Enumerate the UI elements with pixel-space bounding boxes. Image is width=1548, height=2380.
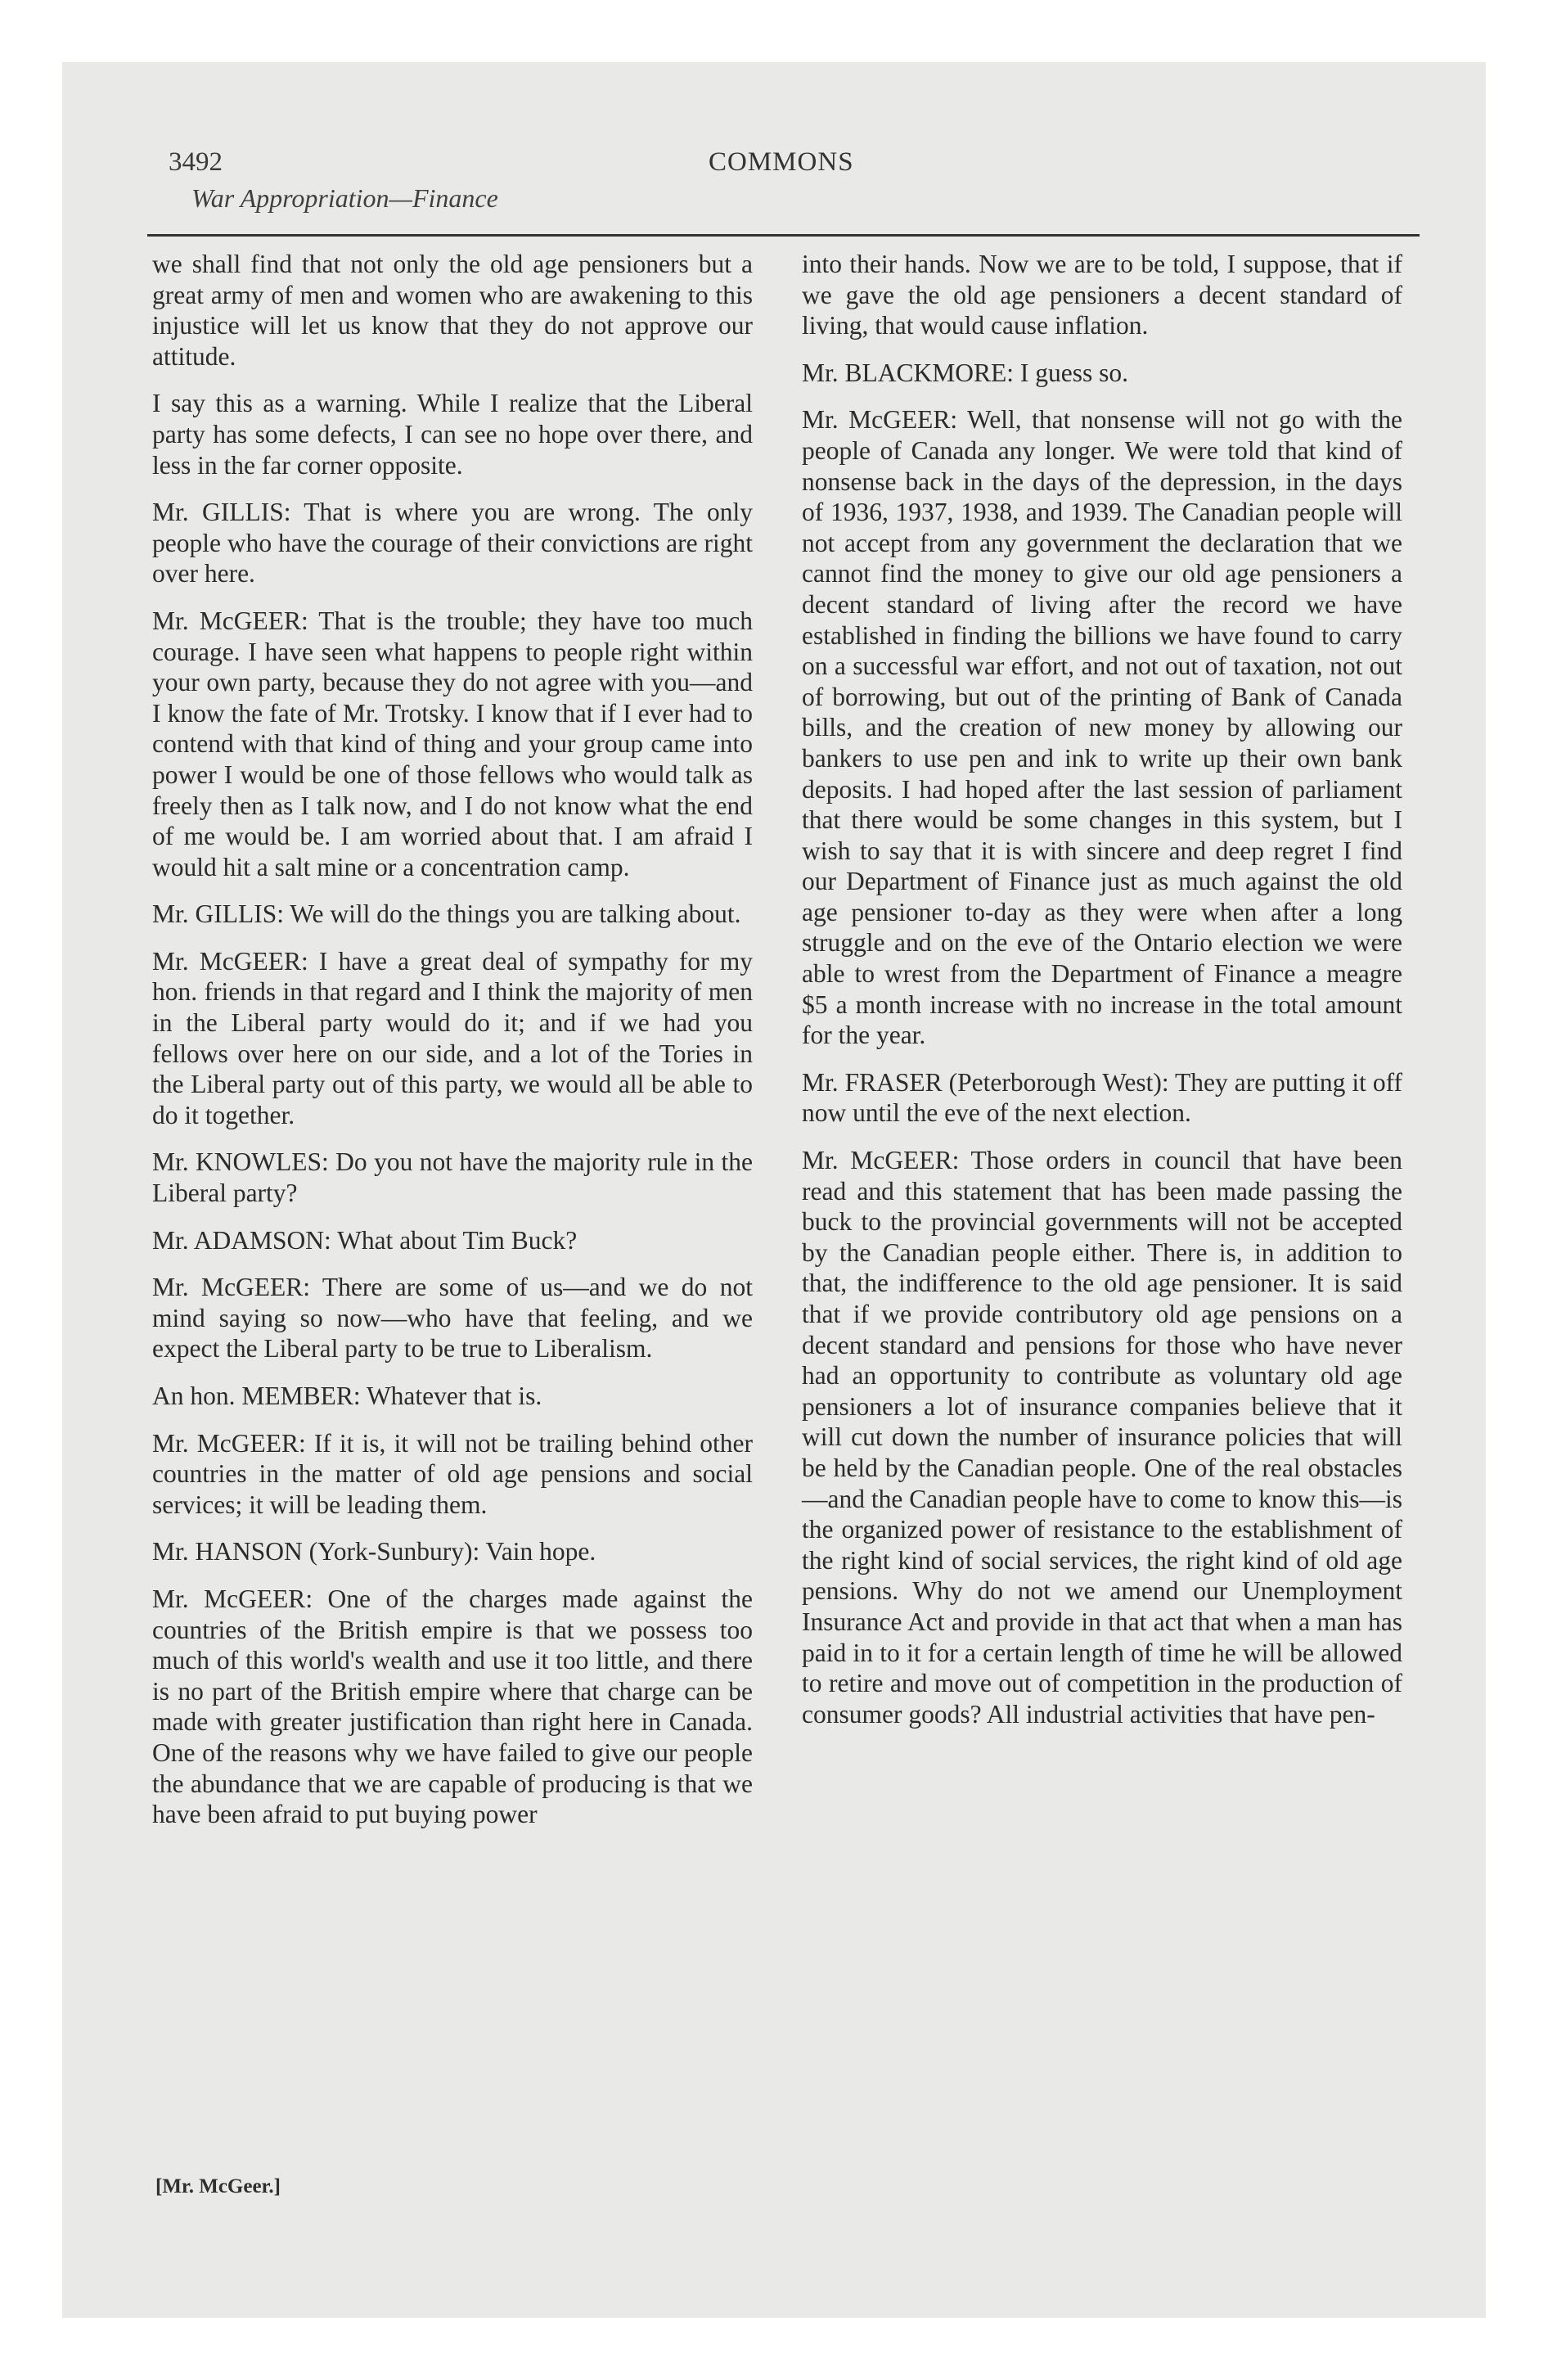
paragraph: we shall find that not only the old age pensioners but a great army of men and women who are awakening to this injustice will let us know that they do not approve our attitude. xyxy=(152,250,753,371)
paragraph: Mr. McGEER: One of the charges made against the countries of the British empire is that we possess too much of this world's wealth and use it too little, and there is no part of the British empire where that charge can be made with greater justification than right here in Canada. One of the reasons why we have failed to give our people the abundance that we are capable of producing is that we have been afraid to put buying power xyxy=(152,1584,753,1829)
paragraph: Mr. FRASER (Peterborough West): They are putting it off now until the eve of the next election. xyxy=(802,1067,1402,1128)
speaker-footnote: [Mr. McGeer.] xyxy=(155,2175,281,2197)
left-column xyxy=(152,249,753,1846)
paragraph: Mr. McGEER: There are some of us—and we do not mind saying so now—who have that feeling, and we expect the Liberal party to be true to Liberalism. xyxy=(152,1273,753,1364)
paragraph: Mr. GILLIS: That is where you are wrong. The only people who have the courage of their convictions are right over here. xyxy=(152,498,753,588)
paragraph: An hon. MEMBER: Whatever that is. xyxy=(152,1382,542,1410)
paragraph: Mr. HANSON (York-Sunbury): Vain hope. xyxy=(152,1537,596,1566)
section-title: War Appropriation—Finance xyxy=(191,183,498,213)
paragraph: I say this as a warning. While I realize that the Liberal party has some defects, I can see no hope over there, and less in the far corner opposite. xyxy=(152,389,753,480)
paragraph: Mr. McGEER: Well, that nonsense will not go with the people of Canada any longer. We were told that kind of nonsense back in the days of the depression, in the days of 1936, 1937, 1938, and 1939. The Canadian people will not accept from any government the declaration that we cannot find the money to give our old age pensioners a decent standard of living after the record we have established in finding the billions we have found to carry on a successful war effort, and not out of taxation, not out of borrowing, but out of the printing of Bank of Canada bills, and the creation of new money by allowing our bankers to use pen and ink to write up their own bank deposits. I had hoped after the last session of parliament that there would be some changes in this system, but I wish to say that it is with sincere and deep regret I find our Department of Finance just as much against the old age pensioner to-day as they were when after a long struggle and on the eve of the Ontario election we were able to wrest from the Department of Finance a meagre $5 a month increase with no increase in the total amount for the year. xyxy=(802,405,1402,1050)
paragraph: Mr. BLACKMORE: I guess so. xyxy=(802,358,1129,387)
page-number: 3492 xyxy=(169,147,223,177)
paragraph: Mr. McGEER: Those orders in council that have been read and this statement that has been made passing the buck to the provincial governments will not be accepted by the Canadian people either. There is, in addition to that, the indifference to the old age pensioner. It is said that if we provide contributory old age pensions on a decent standard and pensions for those who have never had an opportunity to contribute as voluntary old age pensioners a lot of insurance companies believe that it will cut down the number of insurance policies that will be held by the Canadian people. One of the real obstacles—and the Canadian people have to come to know this—is the organized power of resistance to the establishment of the right kind of social services, the right kind of old age pensions. Why do not we amend our Unemployment Insurance Act and provide in that act that when a man has paid in to it for a certain length of time he will be allowed to retire and move out of competition in the production of consumer goods? All industrial activities that have pen- xyxy=(802,1146,1402,1729)
right-column xyxy=(802,249,1402,1746)
chamber-title: COMMONS xyxy=(709,147,854,177)
paragraph: Mr. GILLIS: We will do the things you are talking about. xyxy=(152,899,741,929)
paragraph: Mr. McGEER: I have a great deal of sympathy for my hon. friends in that regard and I think the majority of men in the Liberal party would do it; and if we had you fellows over here on our side, and a lot of the Tories in the Liberal party out of this party, we would all be able to do it together. xyxy=(152,946,753,1129)
paragraph: Mr. McGEER: If it is, it will not be trailing behind other countries in the matter of old age pensions and social services; it will be leading them. xyxy=(152,1428,753,1519)
paragraph: into their hands. Now we are to be told, I suppose, that if we gave the old age pensioners a decent standard of living, that would cause inflation. xyxy=(802,250,1402,340)
header-rule xyxy=(147,234,1420,237)
paragraph: Mr. McGEER: That is the trouble; they have too much courage. I have seen what happens to people right within your own party, because they do not agree with you—and I know the fate of Mr. Trotsky. I know that if I ever had to contend with that kind of thing and your group came into power I would be one of those fellows who would talk as freely then as I talk now, and I do not know what the end of me would be. I am worried about that. I am afraid I would hit a salt mine or a concentration camp. xyxy=(152,606,753,881)
paragraph: Mr. ADAMSON: What about Tim Buck? xyxy=(152,1225,578,1255)
page-header xyxy=(169,147,1420,221)
paragraph: Mr. KNOWLES: Do you not have the majority rule in the Liberal party? xyxy=(152,1147,753,1208)
